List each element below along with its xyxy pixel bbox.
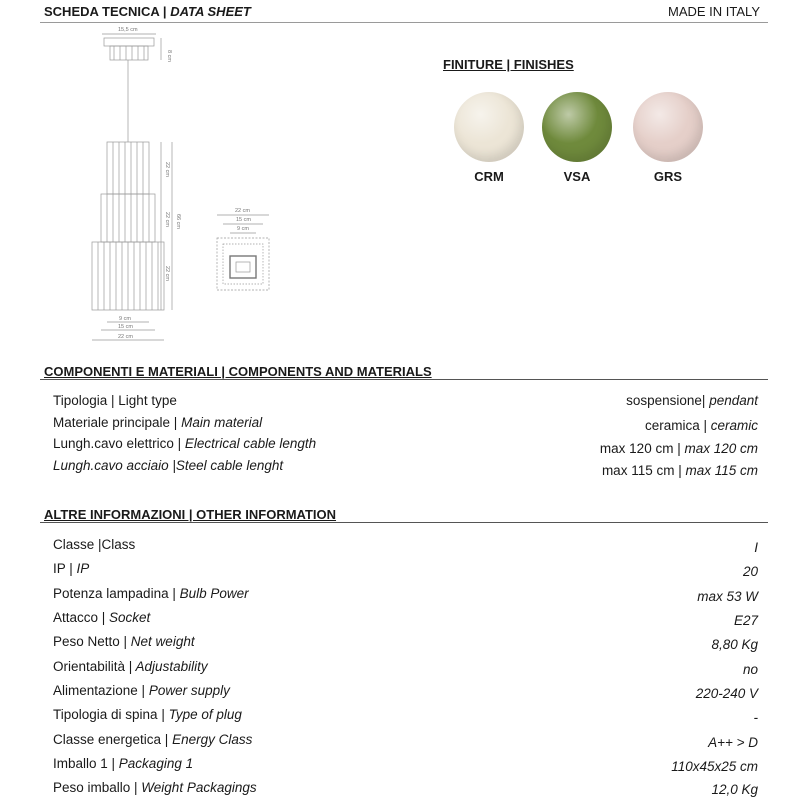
finish-code-crm: CRM [474,169,504,184]
info-label: Potenza lampadina | Bulb Power [53,586,249,601]
dim-label: 22 cm [118,334,133,340]
finish-swatch-grs [633,92,703,162]
canopy [104,38,154,46]
dim-label: 22 cm [164,162,170,177]
info-value: 20 [742,564,758,579]
info-label: Peso imballo | Weight Packagings [53,780,257,795]
other-info-divider [40,522,768,523]
component-label: Materiale principale | Main material [53,415,263,430]
info-label: Peso Netto | Net weight [53,634,195,649]
info-value: - [753,710,758,725]
dim-label: 15 cm [236,217,251,223]
dim-label: 22 cm [235,208,250,214]
info-value: 220-240 V [695,686,758,701]
title-english: DATA SHEET [170,4,251,19]
component-label: Lungh.cavo acciaio |Steel cable lenght [53,458,284,473]
dim-label: 9 cm [119,316,131,322]
info-label: Classe |Class [53,537,136,552]
component-value: max 115 cm | max 115 cm [601,463,758,478]
info-label: Classe energetica | Energy Class [53,732,253,747]
dim-label: 9 cm [237,226,249,232]
dim-label: 15 cm [118,324,133,330]
finishes-title: FINITURE | FINISHES [443,57,574,72]
title-italian: SCHEDA TECNICA | [44,4,167,19]
dim-label: 22 cm [164,212,170,227]
finish-swatch-vsa [542,92,612,162]
info-value: E27 [733,613,758,628]
info-label: IP | IP [53,561,90,576]
made-in-label: MADE IN ITALY [668,4,760,19]
info-label: Orientabilità | Adjustability [53,659,208,674]
component-label: Lungh.cavo elettrico | Electrical cable length [53,436,317,451]
technical-drawing [0,0,340,350]
dim-label: 15,5 cm [118,27,138,33]
info-value: 110x45x25 cm [671,759,758,774]
finish-code-vsa: VSA [563,169,591,184]
info-value: 12,0 Kg [711,782,758,797]
info-label: Alimentazione | Power supply [53,683,230,698]
components-divider [40,379,768,380]
info-label: Imballo 1 | Packaging 1 [53,756,194,771]
info-value: 8,80 Kg [711,637,758,652]
dim-label: 66 cm [175,214,181,229]
component-value: sospensione| pendant [626,393,758,408]
component-label: Tipologia | Light type [53,393,177,408]
other-info-title: ALTRE INFORMAZIONI | OTHER INFORMATION [44,507,337,522]
info-value: max 53 W [697,589,758,604]
info-label: Attacco | Socket [53,610,151,625]
finish-code-grs: GRS [653,169,683,184]
info-value: no [742,662,758,677]
dim-label: 8 cm [166,50,172,62]
component-value: ceramica | ceramic [644,418,758,433]
components-title: COMPONENTI E MATERIALI | COMPONENTS AND MATERIALS [44,364,432,379]
top-view [217,238,269,290]
finish-swatch-crm [454,92,524,162]
tier-2 [101,194,155,242]
info-value: A++ > D [708,735,758,750]
info-value: I [754,540,758,555]
component-value: max 120 cm | max 120 cm [599,441,758,456]
dim-label: 22 cm [164,266,170,281]
info-label: Tipologia di spina | Type of plug [53,707,242,722]
